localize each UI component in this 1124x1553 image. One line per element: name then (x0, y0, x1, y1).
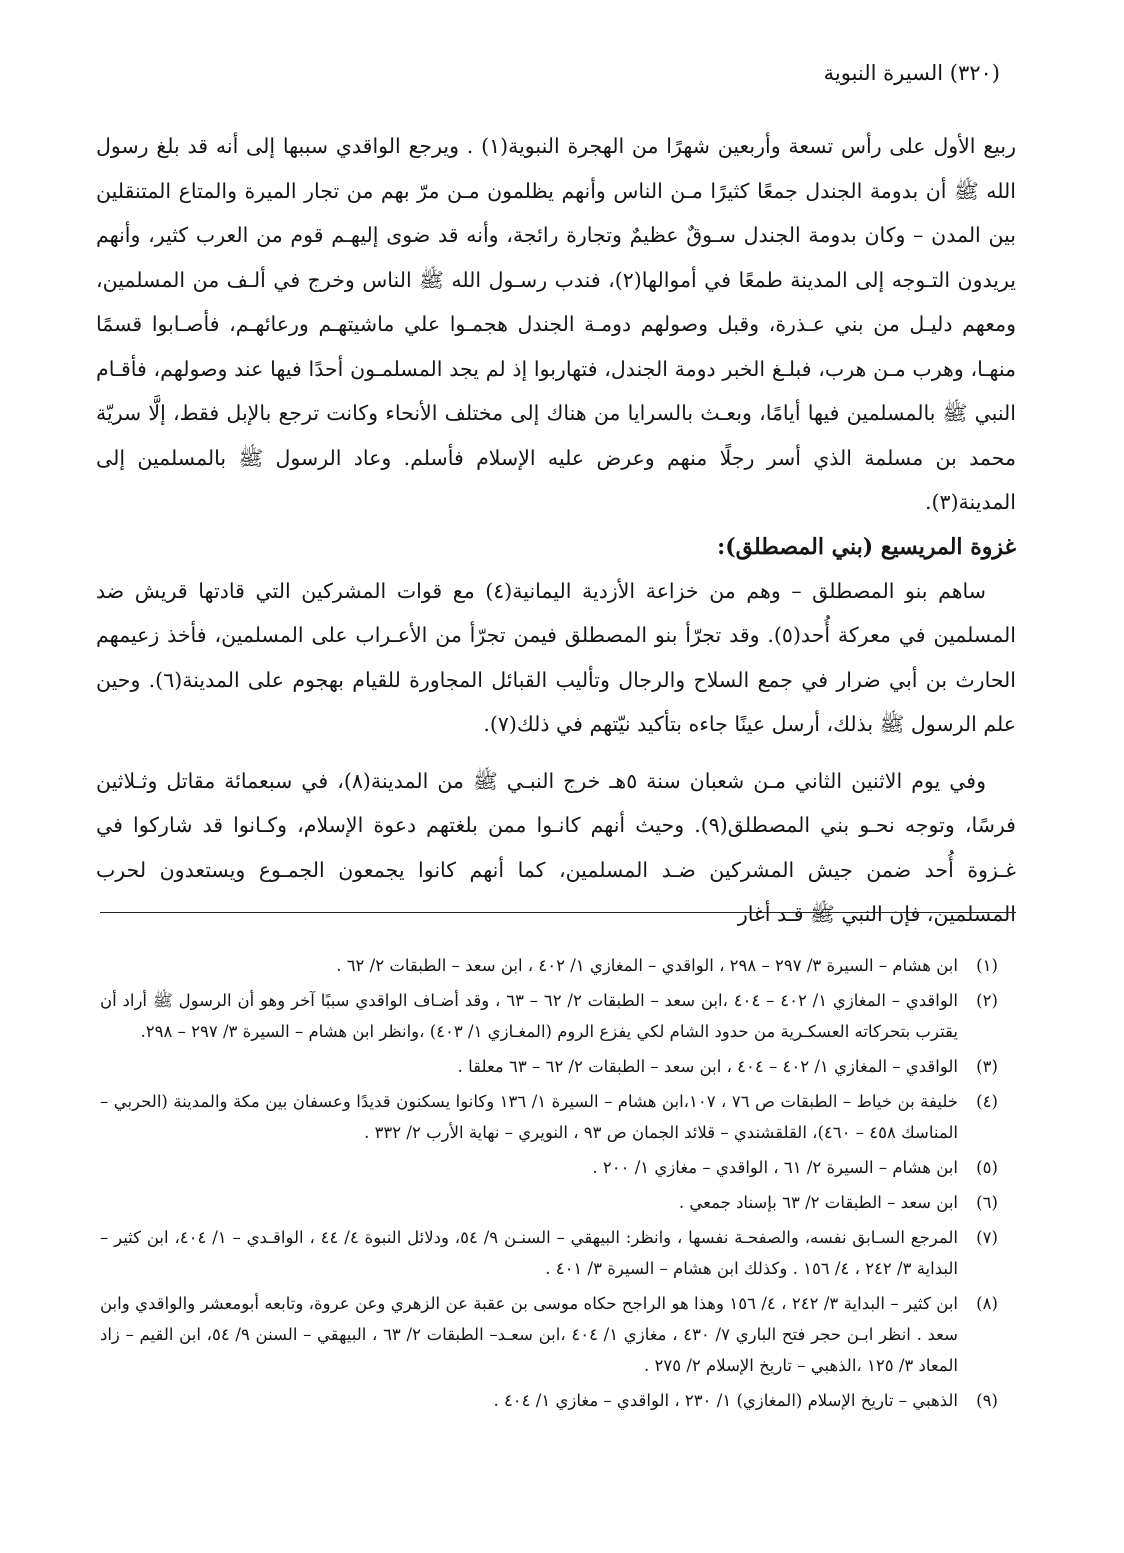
page-number: (٣٢٠) (949, 61, 1000, 85)
footnote (100, 1385, 1016, 1416)
footnote-text: خليفة بن خياط – الطبقات ص ٧٦ ، ١٠٧،ابن هشام – السيرة ١/ ١٣٦ وكانوا يسكنون قديدًا وعسفان بين مكة والمدينة (الحربي – المناسك ٤٥٨ – ٤٦٠)، القلقشندي – قلائد الجمان ص ٩٣ ، النويري – نهاية الأرب ٢/ ٣٣٢ . (100, 1092, 959, 1142)
footnote (100, 1086, 1016, 1148)
footnote-number: (٤) (976, 1092, 998, 1111)
footnotes (100, 950, 1016, 1420)
footnote (100, 1152, 1016, 1183)
footnote-number: (٨) (976, 1294, 998, 1313)
footnote-text: الذهبي – تاريخ الإسلام (المغازي) ١/ ٢٣٠ ، الواقدي – مغازي ١/ ٤٠٤ . (493, 1391, 958, 1410)
paragraph-1: ربيع الأول على رأس تسعة وأربعين شهرًا من الهجرة النبوية(١) . ويرجع الواقدي سببها إلى أنه قد بلغ رسول الله ﷺ أن بدومة الجندل جمعًا كثيرًا مـن الناس وأنهم يظلمون مـن مرّ بهم من تجار الميرة والمتاع المتنقلين بين المدن – وكان بدومة الجندل سـوقٌ عظيمٌ وتجارة رائجة، وأنه قد ضوى إليهـم قوم من العرب كثير، وأنهم يريدون التـوجه إلى المدينة طمعًا في أموالها(٢)، فندب رسـول الله ﷺ الناس وخرج في ألـف من المسلمين، ومعهم دليـل من بني عـذرة، وقبل وصولهم دومـة الجندل هجمـوا علي ماشيتهـم ورعائهـم، فأصـابوا قسمًا منهـا، وهرب مـن هرب، فبلـغ الخبر دومة الجندل، فتهاربوا إذ لم يجد المسلمـون أحدًا فيها عند وصولهم، فأقـام النبي ﷺ بالمسلمين فيها أيامًا، وبعـث بالسرايا من هناك إلى مختلف الأنحاء وكانت ترجع بالإبل فقط، إلَّا سريّة محمد بن مسلمة الذي أسر رجلًا منهم وعرض عليه الإسلام فأسلم. وعاد الرسول ﷺ بالمسلمين إلى المدينة(٣). (96, 134, 1016, 514)
footnote-number: (٩) (976, 1391, 998, 1410)
footnote (100, 1222, 1016, 1284)
footnote-text: ابن سعد – الطبقات ٢/ ٦٣ بإسناد جمعي . (678, 1193, 958, 1212)
footnote-divider (100, 912, 1016, 913)
footnote-number: (٢) (976, 991, 998, 1010)
footnote-number: (٣) (976, 1057, 998, 1076)
main-text (96, 124, 1016, 937)
book-title: السيرة النبوية (823, 61, 944, 85)
footnote-text: الواقدي – المغازي ١/ ٤٠٢ – ٤٠٤ ،ابن سعد – الطبقات ٢/ ٦٢ – ٦٣ ، وقد أضـاف الواقدي سببًا آخر وهو أن الرسول ﷺ أراد أن يقترب بتحركاته العسكـرية من حدود الشام لكي يفزع الروم (المغـازي ١/ ٤٠٣) ،وانظر ابن هشام – السيرة ٣/ ٢٩٧ – ٢٩٨. (100, 991, 958, 1041)
footnote-number: (٦) (976, 1193, 998, 1212)
footnote-number: (١) (976, 956, 998, 975)
footnote-text: ابن هشام – السيرة ٢/ ٦١ ، الواقدي – مغازي ١/ ٢٠٠ . (592, 1158, 958, 1177)
footnote (100, 1051, 1016, 1082)
paragraph-2: ساهم بنو المصطلق – وهم من خزاعة الأزدية اليمانية(٤) مع قوات المشركين التي قادتها قريش ضد المسلمين في معركة أُحد(٥). وقد تجرّأ بنو المصطلق فيمن تجرّأ من الأعـراب على المسلمين، فأخذ زعيمهم الحارث بن أبي ضرار في جمع السلاح والرجال وتأليب القبائل المجاورة للقيام بهجوم على المدينة(٦). وحين علم الرسول ﷺ بذلك، أرسل عينًا جاءه بتأكيد نيّتهم في ذلك(٧). (96, 578, 1016, 736)
footnote-number: (٥) (976, 1158, 998, 1177)
footnote-text: الواقدي – المغازي ١/ ٤٠٢ – ٤٠٤ ، ابن سعد – الطبقات ٢/ ٦٢ – ٦٣ معلقا . (457, 1057, 958, 1076)
footnote-text: ابن هشام – السيرة ٣/ ٢٩٧ – ٢٩٨ ، الواقدي – المغازي ١/ ٤٠٢ ، ابن سعد – الطبقات ٢/ ٦٢ . (336, 956, 958, 975)
paragraph-3: وفي يوم الاثنين الثاني مـن شعبان سنة ٥هـ خرج النبـي ﷺ من المدينة(٨)، في سبعمائة مقاتل وثـلاثين فرسًا، وتوجه نحـو بني المصطلق(٩). وحيث أنهم كانـوا ممن بلغتهم دعوة الإسلام، وكـانوا قد شاركوا في غـزوة أُحد ضمن جيش المشركين ضـد المسلمين، كما أنهم كانوا يجمعون الجمـوع ويستعدون لحرب المسلمين، فإن النبي ﷺ قـد أغار (96, 768, 1016, 926)
footnote-text: ابن كثير – البداية ٣/ ٢٤٢ ، ٤/ ١٥٦ وهذا هو الراجح حكاه موسى بن عقبة عن الزهري وعن عروة، وتابعه أبومعشر والواقدي وابن سعد . انظر ابـن حجر فتح الباري ٧/ ٤٣٠ ، مغازي ١/ ٤٠٤ ،ابن سعـد– الطبقات ٢/ ٦٣ ، البيهقي – السنن ٩/ ٥٤، ابن القيم – زاد المعاد ٣/ ١٢٥ ،الذهبي – تاريخ الإسلام ٢/ ٢٧٥ . (100, 1294, 958, 1375)
footnote (100, 1187, 1016, 1218)
section-heading: غزوة المريسيع (بني المصطلق): (717, 533, 1016, 560)
footnote (100, 1288, 1016, 1381)
footnote (100, 950, 1016, 981)
footnote-number: (٧) (976, 1228, 998, 1247)
footnote (100, 985, 1016, 1047)
footnote-text: المرجع السـابق نفسه، والصفحـة نفسها ، وانظر: البيهقي – السنـن ٩/ ٥٤، ودلائل النبوة ٤/ ٤٤ ، الواقـدي – ١/ ٤٠٤، ابن كثير – البداية ٣/ ٢٤٢ ، ٤/ ١٥٦ . وكذلك ابن هشام – السيرة ٣/ ٤٠١ . (100, 1228, 959, 1278)
running-header (824, 58, 1000, 88)
